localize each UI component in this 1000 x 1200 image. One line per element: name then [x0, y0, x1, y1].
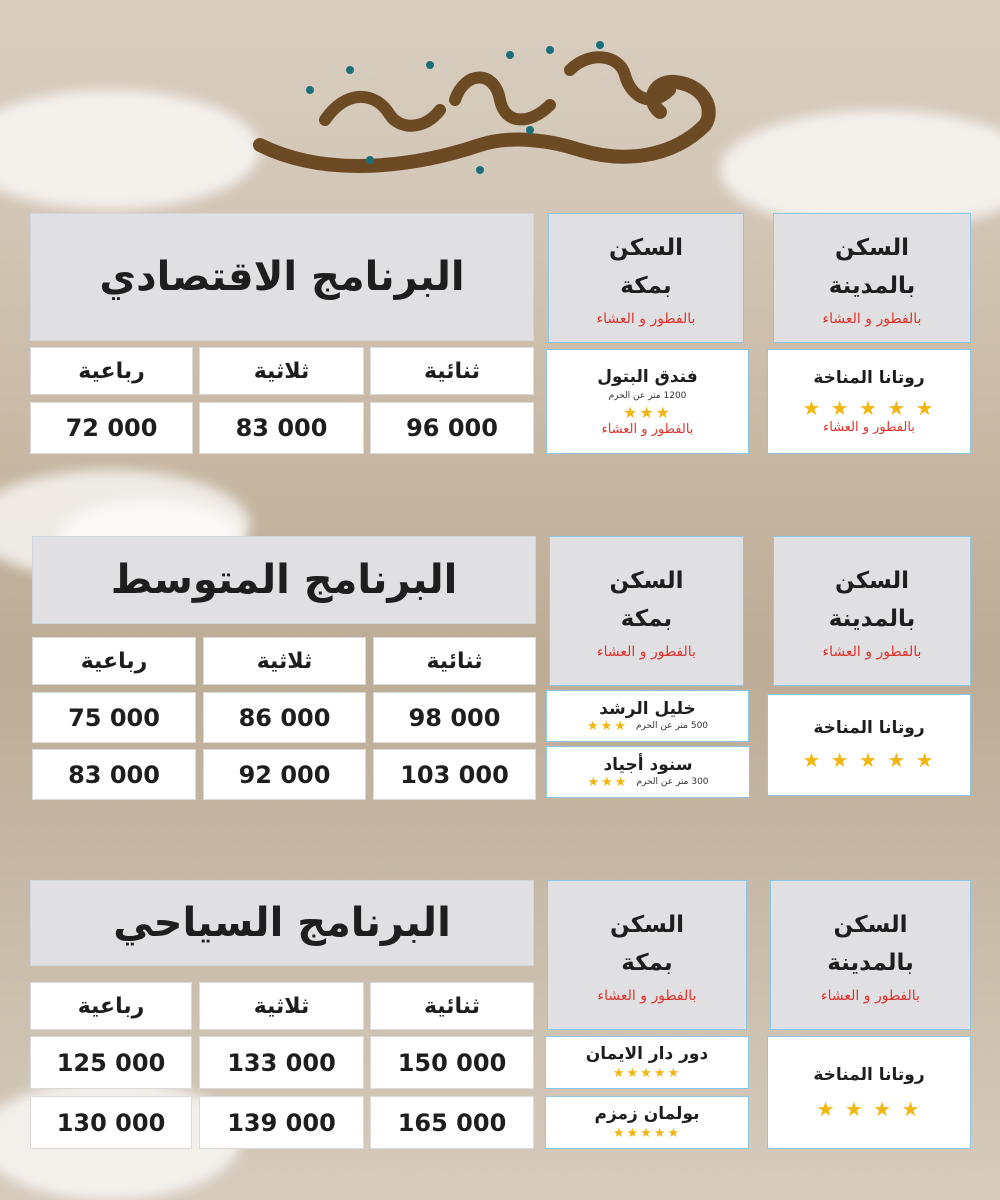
hotel-name: سنود أجياد [603, 754, 693, 775]
program-title: البرنامج السياحي [113, 900, 451, 946]
madina-hotel-card: روتانا المناخة ★ ★ ★ ★ ★ بالفطور و العشاء [767, 349, 971, 454]
hotel-name: روتانا المناخة [813, 718, 925, 738]
star-rating-icon: ★★★★★ [612, 1066, 682, 1081]
header-calligraphy [250, 30, 720, 190]
program-title: البرنامج المتوسط [110, 557, 458, 603]
hotel-name: فندق البتول [597, 366, 698, 387]
header-cell-triple: ثلاثية [203, 637, 366, 685]
makkah-accommodation-box: السكن بمكة بالفطور و العشاء [548, 213, 744, 343]
price-cell: 165 000 [370, 1096, 534, 1149]
hotel-distance: 500 متر عن الحرم [635, 721, 709, 731]
header-cell-quad: رباعية [30, 347, 193, 395]
header-cell-triple: ثلاثية [199, 347, 364, 395]
cloud-decoration [720, 110, 1000, 230]
price-cell: 92 000 [203, 749, 366, 800]
madina-accommodation-box: السكن بالمدينة بالفطور و العشاء [773, 536, 971, 686]
header-cell-triple: ثلاثية [199, 982, 364, 1030]
price-cell: 125 000 [30, 1036, 192, 1089]
star-rating-icon: ★★★ [587, 774, 629, 790]
price-cell: 83 000 [32, 749, 196, 800]
makkah-hotel-card [546, 690, 749, 742]
star-rating-icon: ★★★★★ [612, 1126, 682, 1141]
hotel-distance: 300 متر عن الحرم [636, 777, 709, 787]
program-title-box [32, 536, 536, 624]
header-cell-quad: رباعية [30, 982, 192, 1030]
header-cell-double: ثنائية [373, 637, 536, 685]
header-cell-double: ثنائية [370, 347, 534, 395]
program-title: البرنامج الاقتصادي [99, 254, 465, 300]
price-cell: 98 000 [373, 692, 536, 743]
price-cell: 130 000 [30, 1096, 192, 1149]
price-cell: 75 000 [32, 692, 196, 743]
hotel-name: بولمان زمزم [594, 1104, 700, 1124]
price-cell: 83 000 [199, 402, 364, 454]
hotel-name: خليل الرشد [599, 698, 696, 719]
makkah-accommodation-box: السكن بمكة بالفطور و العشاء [547, 880, 747, 1030]
price-cell: 139 000 [199, 1096, 364, 1149]
price-cell: 150 000 [370, 1036, 534, 1089]
star-rating-icon: ★★★ [622, 402, 673, 422]
hotel-name: روتانا المناخة [813, 1064, 925, 1085]
program-title-box [30, 880, 534, 966]
calligraphy-logo-icon [250, 30, 720, 190]
header-cell-double: ثنائية [370, 982, 534, 1030]
madina-hotel-card [767, 1036, 971, 1149]
star-rating-icon: ★ ★ ★ ★ [816, 1096, 922, 1121]
header-cell-quad: رباعية [32, 637, 196, 685]
makkah-hotel-card [545, 1096, 749, 1149]
price-cell: 133 000 [199, 1036, 364, 1089]
program-title-box [30, 213, 534, 341]
madina-accommodation-box: السكن بالمدينة بالفطور و العشاء [773, 213, 971, 343]
price-cell: 103 000 [373, 749, 536, 800]
makkah-hotel-card [545, 1036, 749, 1089]
makkah-hotel-card: فندق البتول 1200 متر عن الحرم ★★★ بالفطور و العشاء [546, 349, 749, 454]
hotel-distance: 1200 متر عن الحرم [608, 390, 687, 401]
madina-hotel-card [767, 694, 971, 796]
price-cell: 96 000 [370, 402, 534, 454]
star-rating-icon: ★★★ [586, 718, 628, 734]
price-cell: 86 000 [203, 692, 366, 743]
hotel-name: دور دار الايمان [585, 1044, 709, 1064]
hotel-name: روتانا المناخة [813, 368, 925, 388]
cloud-decoration [0, 90, 260, 210]
star-rating-icon: ★ ★ ★ ★ ★ [802, 748, 936, 772]
makkah-accommodation-box: السكن بمكة بالفطور و العشاء [549, 536, 744, 686]
price-cell: 72 000 [30, 402, 193, 454]
star-rating-icon: ★ ★ ★ ★ ★ [802, 396, 936, 420]
makkah-hotel-card [546, 746, 750, 798]
madina-accommodation-box: السكن بالمدينة بالفطور و العشاء [770, 880, 971, 1030]
